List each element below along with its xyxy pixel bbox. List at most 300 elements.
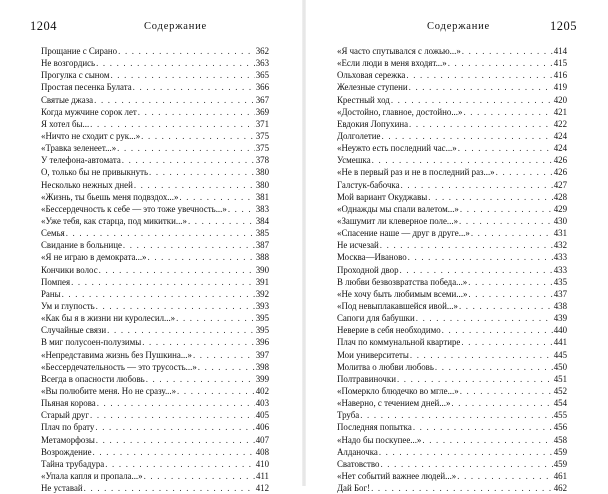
toc-entry-page: 398 bbox=[255, 361, 269, 372]
dot-leader bbox=[99, 264, 255, 276]
toc-entry-page: 412 bbox=[255, 483, 269, 494]
toc-entry-page: 381 bbox=[255, 191, 269, 202]
dot-leader bbox=[428, 191, 552, 203]
toc-entry bbox=[41, 421, 269, 433]
toc-entry bbox=[41, 215, 269, 227]
toc-entry-page: 410 bbox=[255, 458, 269, 469]
dot-leader bbox=[93, 446, 255, 458]
toc-entry-page: 392 bbox=[255, 288, 269, 299]
toc-entry-page: 428 bbox=[553, 191, 567, 202]
toc-entry bbox=[337, 300, 567, 312]
toc-entry-page: 383 bbox=[255, 203, 269, 214]
toc-entry-title: Кончики волос bbox=[41, 264, 98, 275]
toc-entry-title: Мои университеты bbox=[337, 349, 409, 360]
toc-entry bbox=[41, 373, 269, 385]
toc-entry-title: «Как бы я в жизни ни куролесил...» bbox=[41, 313, 176, 324]
toc-entry-title: «Померкло блюдечко во мгле...» bbox=[337, 385, 459, 396]
dot-leader bbox=[96, 300, 255, 312]
toc-entry bbox=[337, 349, 567, 361]
left-running-title: Содержание bbox=[144, 21, 208, 32]
toc-entry-page: 397 bbox=[255, 349, 269, 360]
toc-entry bbox=[41, 397, 269, 409]
toc-entry-page: 430 bbox=[553, 215, 567, 226]
toc-entry-title: «Однажды мы спали валетом...» bbox=[337, 203, 459, 214]
dot-leader bbox=[410, 349, 553, 361]
toc-entry-page: 362 bbox=[255, 46, 269, 56]
toc-entry-title: «Не в первый раз и не в последний раз...» bbox=[337, 167, 495, 178]
dot-leader bbox=[188, 215, 255, 227]
toc-entry bbox=[41, 434, 269, 446]
toc-entry-title: Не исчезай bbox=[337, 240, 379, 251]
toc-entry bbox=[41, 312, 269, 324]
toc-entry-title: «Жизнь, ты бьешь меня подвздох...» bbox=[41, 191, 179, 202]
toc-entry-title: «Под невыплакавшейся ивой...» bbox=[337, 300, 458, 311]
toc-entry bbox=[41, 458, 269, 470]
toc-entry-page: 365 bbox=[255, 70, 269, 81]
toc-entry bbox=[337, 409, 567, 421]
toc-entry-title: Возрождение bbox=[41, 446, 92, 457]
dot-leader bbox=[134, 179, 255, 191]
toc-entry bbox=[337, 166, 567, 178]
dot-leader bbox=[460, 203, 553, 215]
toc-entry-page: 439 bbox=[553, 313, 567, 324]
dot-leader bbox=[198, 361, 255, 373]
toc-entry-title: «Ничто не сходит с рук...» bbox=[41, 130, 141, 141]
dot-leader bbox=[381, 130, 552, 142]
toc-entry bbox=[337, 470, 567, 482]
toc-entry-page: 403 bbox=[255, 398, 269, 409]
dot-leader bbox=[123, 239, 255, 251]
toc-entry-page: 406 bbox=[255, 422, 269, 433]
dot-leader bbox=[471, 227, 553, 239]
toc-entry bbox=[337, 191, 567, 203]
toc-entry bbox=[41, 409, 269, 421]
toc-entry-title: «Спасение наше — друг в друге...» bbox=[337, 228, 470, 239]
dot-leader bbox=[118, 45, 255, 57]
toc-entry-title: «Травка зеленеет...» bbox=[41, 143, 117, 154]
toc-entry-page: 411 bbox=[256, 470, 269, 481]
dot-leader bbox=[95, 421, 254, 433]
toc-entry-title: «Вы полюбите меня. Но не сразу...» bbox=[41, 385, 177, 396]
toc-entry-title: Случайные связи bbox=[41, 325, 107, 336]
toc-entry bbox=[337, 106, 567, 118]
dot-leader bbox=[406, 69, 552, 81]
toc-entry bbox=[337, 361, 567, 373]
toc-entry-page: 405 bbox=[255, 410, 269, 421]
toc-entry-page: 431 bbox=[553, 228, 567, 239]
toc-entry-page: 416 bbox=[553, 70, 567, 81]
toc-entry bbox=[41, 154, 269, 166]
toc-entry-page: 380 bbox=[255, 179, 269, 190]
toc-entry bbox=[337, 458, 567, 470]
toc-entry bbox=[337, 179, 567, 191]
dot-leader bbox=[179, 191, 254, 203]
toc-entry-title: У телефона-автомата bbox=[41, 155, 121, 166]
dot-leader bbox=[141, 130, 255, 142]
toc-entry-page: 462 bbox=[553, 483, 567, 494]
toc-entry-title: «Зашумит ли клеверное поле...» bbox=[337, 215, 459, 226]
dot-leader bbox=[459, 300, 553, 312]
toc-entry bbox=[337, 434, 567, 446]
dot-leader bbox=[133, 81, 255, 93]
toc-entry-page: 419 bbox=[553, 82, 567, 93]
toc-entry-page: 426 bbox=[553, 155, 567, 166]
toc-entry bbox=[41, 324, 269, 336]
toc-entry-page: 424 bbox=[553, 130, 567, 141]
left-toc-list bbox=[41, 45, 269, 494]
dot-leader bbox=[105, 458, 254, 470]
left-page-number: 1204 bbox=[30, 19, 57, 33]
dot-leader bbox=[122, 154, 255, 166]
toc-entry bbox=[337, 446, 567, 458]
dot-leader bbox=[460, 385, 553, 397]
toc-entry-page: 427 bbox=[553, 179, 567, 190]
toc-entry-page: 420 bbox=[553, 94, 567, 105]
toc-entry bbox=[41, 300, 269, 312]
dot-leader bbox=[371, 482, 553, 494]
toc-entry-page: 451 bbox=[553, 373, 567, 384]
toc-entry-page: 459 bbox=[553, 458, 567, 469]
dot-leader bbox=[400, 264, 553, 276]
toc-entry bbox=[337, 288, 567, 300]
toc-entry-page: 384 bbox=[255, 215, 269, 226]
toc-entry-title: Помпея bbox=[41, 276, 71, 287]
toc-entry-title: Семья bbox=[41, 228, 65, 239]
toc-entry-page: 426 bbox=[553, 167, 567, 178]
toc-entry-title: «Не хочу быть любимым всеми...» bbox=[337, 288, 468, 299]
toc-entry-page: 380 bbox=[255, 167, 269, 178]
toc-entry bbox=[337, 203, 567, 215]
dot-leader bbox=[62, 288, 255, 300]
toc-entry-title: Всегда в опасности любовь bbox=[41, 373, 145, 384]
toc-entry-page: 378 bbox=[255, 155, 269, 166]
toc-entry-page: 375 bbox=[255, 130, 269, 141]
toc-entry-page: 459 bbox=[553, 446, 567, 457]
toc-entry bbox=[41, 349, 269, 361]
toc-entry-page: 445 bbox=[553, 349, 567, 360]
toc-entry bbox=[41, 57, 269, 69]
toc-entry-page: 396 bbox=[255, 337, 269, 348]
toc-entry-page: 438 bbox=[553, 300, 567, 311]
dot-leader bbox=[117, 142, 255, 154]
dot-leader bbox=[401, 179, 553, 191]
toc-entry bbox=[337, 81, 567, 93]
toc-entry-title: Плач по коммунальной квартире bbox=[337, 337, 461, 348]
toc-entry-page: 433 bbox=[553, 264, 567, 275]
toc-entry-title: Галстук-бабочка bbox=[337, 179, 400, 190]
toc-entry-page: 422 bbox=[553, 118, 567, 129]
dot-leader bbox=[380, 239, 553, 251]
toc-entry-title: В любви безвозвратства победа...» bbox=[337, 276, 468, 287]
toc-entry-title: Тайна трубадура bbox=[41, 458, 105, 469]
toc-entry-page: 414 bbox=[553, 46, 567, 56]
toc-entry-title: Крестный ход bbox=[337, 94, 390, 105]
toc-entry-title: Долголетие bbox=[337, 130, 381, 141]
toc-entry-title: Сапоги для бабушки bbox=[337, 313, 415, 324]
toc-entry bbox=[337, 336, 567, 348]
right-toc-list bbox=[337, 45, 567, 494]
toc-entry bbox=[337, 227, 567, 239]
toc-entry-title: Последняя попытка bbox=[337, 422, 412, 433]
toc-entry bbox=[41, 336, 269, 348]
toc-entry bbox=[337, 130, 567, 142]
toc-entry-page: 429 bbox=[553, 203, 567, 214]
toc-entry bbox=[41, 288, 269, 300]
toc-entry bbox=[41, 191, 269, 203]
toc-entry-title: Ум и глупость bbox=[41, 300, 95, 311]
toc-entry bbox=[337, 421, 567, 433]
dot-leader bbox=[397, 373, 553, 385]
dot-leader bbox=[107, 324, 255, 336]
toc-entry-title: «Непредставима жизнь без Пушкина...» bbox=[41, 349, 192, 360]
toc-entry-page: 390 bbox=[255, 264, 269, 275]
dot-leader bbox=[97, 397, 255, 409]
toc-entry bbox=[337, 69, 567, 81]
toc-entry-page: 435 bbox=[553, 276, 567, 287]
toc-entry-page: 385 bbox=[255, 228, 269, 239]
toc-entry-page: 452 bbox=[553, 385, 567, 396]
toc-entry bbox=[337, 94, 567, 106]
toc-entry-title: Раны bbox=[41, 288, 61, 299]
toc-entry-page: 421 bbox=[553, 106, 567, 117]
toc-entry-page: 441 bbox=[553, 337, 567, 348]
toc-entry-title: Мой вариант Окуджавы bbox=[337, 191, 428, 202]
toc-entry-title: Железные ступени bbox=[337, 82, 408, 93]
toc-entry bbox=[337, 239, 567, 251]
dot-leader bbox=[409, 81, 553, 93]
toc-entry bbox=[41, 45, 269, 57]
toc-entry-page: 455 bbox=[553, 410, 567, 421]
toc-entry bbox=[41, 385, 269, 397]
dot-leader bbox=[461, 336, 552, 348]
toc-entry-page: 393 bbox=[255, 300, 269, 311]
dot-leader bbox=[148, 251, 255, 263]
dot-leader bbox=[442, 324, 553, 336]
toc-entry-title: Я хотел бы... bbox=[41, 118, 90, 129]
toc-entry bbox=[337, 385, 567, 397]
dot-leader bbox=[457, 470, 552, 482]
toc-entry bbox=[337, 142, 567, 154]
toc-entry-page: 433 bbox=[553, 252, 567, 263]
toc-entry bbox=[41, 227, 269, 239]
toc-entry-title: Полтравиночки bbox=[337, 373, 396, 384]
dot-leader bbox=[451, 397, 552, 409]
toc-entry bbox=[41, 69, 269, 81]
dot-leader bbox=[149, 166, 255, 178]
toc-entry-title: Алданочка bbox=[337, 446, 378, 457]
dot-leader bbox=[228, 203, 255, 215]
toc-entry bbox=[337, 264, 567, 276]
toc-entry-title: Пьяная корова bbox=[41, 398, 96, 409]
toc-entry-title: Святые джаза bbox=[41, 94, 94, 105]
left-page-header bbox=[0, 20, 304, 34]
toc-entry-title: Неверие в себя необходимо bbox=[337, 325, 441, 336]
toc-entry-title: Труба bbox=[337, 410, 360, 421]
toc-entry bbox=[41, 470, 269, 482]
right-page-header bbox=[304, 20, 608, 34]
toc-entry-title: «Наверно, с течением дней...» bbox=[337, 398, 451, 409]
toc-entry-title: «Нет событий важнее людей...» bbox=[337, 470, 457, 481]
toc-entry-title: «Бессердечность к себе — это тоже увечность...» bbox=[41, 203, 227, 214]
toc-entry-page: 437 bbox=[553, 288, 567, 299]
toc-entry-title: Свидание в больнице bbox=[41, 240, 122, 251]
toc-entry-title: В миг полусоен-полузимы bbox=[41, 337, 142, 348]
toc-entry bbox=[41, 239, 269, 251]
dot-leader bbox=[463, 106, 552, 118]
toc-entry-page: 395 bbox=[255, 325, 269, 336]
toc-entry-title: Прогулка с сыном bbox=[41, 70, 110, 81]
toc-entry-title: Не уставай bbox=[41, 483, 83, 494]
toc-entry-title: Усмешка bbox=[337, 155, 371, 166]
dot-leader bbox=[380, 458, 552, 470]
toc-entry-title: О, только бы не привыкнуть bbox=[41, 167, 149, 178]
toc-entry-page: 432 bbox=[553, 240, 567, 251]
toc-entry-title: Метаморфозы bbox=[41, 434, 95, 445]
toc-entry bbox=[41, 251, 269, 263]
toc-entry-page: 408 bbox=[255, 446, 269, 457]
dot-leader bbox=[138, 106, 255, 118]
toc-entry-title: Сватовство bbox=[337, 458, 380, 469]
toc-entry-title: Несколько нежных дней bbox=[41, 179, 133, 190]
toc-entry-page: 399 bbox=[255, 373, 269, 384]
dot-leader bbox=[496, 166, 553, 178]
dot-leader bbox=[391, 94, 553, 106]
toc-entry bbox=[41, 361, 269, 373]
toc-entry-title: «Я не играю в демократа...» bbox=[41, 252, 147, 263]
toc-entry bbox=[41, 130, 269, 142]
toc-entry-page: 395 bbox=[255, 313, 269, 324]
toc-entry bbox=[41, 142, 269, 154]
toc-entry bbox=[337, 482, 567, 494]
toc-entry-title: Прощание с Сирано bbox=[41, 46, 118, 56]
toc-entry bbox=[41, 166, 269, 178]
toc-entry-page: 454 bbox=[553, 398, 567, 409]
dot-leader bbox=[193, 349, 255, 361]
dot-leader bbox=[84, 482, 255, 494]
right-page-number: 1205 bbox=[550, 19, 577, 33]
toc-entry bbox=[337, 57, 567, 69]
toc-entry-title: Простая песенка Булата bbox=[41, 82, 132, 93]
toc-entry bbox=[41, 276, 269, 288]
dot-leader bbox=[144, 470, 255, 482]
toc-entry-page: 440 bbox=[553, 325, 567, 336]
toc-entry-page: 461 bbox=[553, 470, 567, 481]
dot-leader bbox=[459, 215, 553, 227]
toc-entry-title: Ольховая сережка bbox=[337, 70, 406, 81]
dot-leader bbox=[372, 154, 553, 166]
dot-leader bbox=[435, 361, 553, 373]
dot-leader bbox=[96, 57, 255, 69]
dot-leader bbox=[422, 434, 552, 446]
toc-entry bbox=[41, 264, 269, 276]
dot-leader bbox=[176, 312, 255, 324]
toc-entry bbox=[337, 45, 567, 57]
toc-entry-title: «Упала капля и пропала...» bbox=[41, 470, 143, 481]
toc-entry-page: 458 bbox=[553, 434, 567, 445]
toc-entry bbox=[337, 373, 567, 385]
toc-entry-page: 415 bbox=[553, 58, 567, 69]
dot-leader bbox=[413, 421, 553, 433]
toc-entry-title: «Если люди в меня входят...» bbox=[337, 58, 447, 69]
dot-leader bbox=[146, 373, 255, 385]
toc-entry-title: Москва—Иваново bbox=[337, 252, 407, 263]
toc-entry-title: Молитва о любви любовь bbox=[337, 361, 434, 372]
toc-entry-title: Когда мужчине сорок лет bbox=[41, 106, 137, 117]
toc-entry bbox=[41, 94, 269, 106]
toc-entry bbox=[337, 118, 567, 130]
toc-entry bbox=[337, 154, 567, 166]
toc-entry-page: 371 bbox=[255, 118, 269, 129]
toc-entry-title: «Неужто есть последний час...» bbox=[337, 143, 457, 154]
toc-entry-title: Плач по брату bbox=[41, 422, 95, 433]
toc-entry-page: 456 bbox=[553, 422, 567, 433]
dot-leader bbox=[448, 57, 553, 69]
toc-entry-title: «Бессердечательность — это трусость...» bbox=[41, 361, 197, 372]
toc-entry-page: 424 bbox=[553, 143, 567, 154]
toc-entry-title: «Я часто спутывался с ложью...» bbox=[337, 46, 461, 56]
toc-entry-page: 402 bbox=[255, 385, 269, 396]
toc-entry-title: Дай Бог! bbox=[337, 483, 371, 494]
toc-entry bbox=[337, 251, 567, 263]
toc-entry-page: 366 bbox=[255, 82, 269, 93]
toc-entry-title: «Надо бы поскупее...» bbox=[337, 434, 422, 445]
dot-leader bbox=[468, 288, 552, 300]
toc-entry bbox=[41, 179, 269, 191]
toc-entry bbox=[41, 482, 269, 494]
toc-entry-page: 387 bbox=[255, 240, 269, 251]
toc-entry-title: «Достойно, главное, достойно...» bbox=[337, 106, 463, 117]
toc-entry-page: 367 bbox=[255, 94, 269, 105]
toc-entry-page: 391 bbox=[255, 276, 269, 287]
toc-entry bbox=[41, 118, 269, 130]
toc-entry-title: Евдокия Лопухина bbox=[337, 118, 409, 129]
dot-leader bbox=[458, 142, 553, 154]
dot-leader bbox=[468, 276, 552, 288]
dot-leader bbox=[379, 446, 553, 458]
dot-leader bbox=[142, 336, 254, 348]
toc-entry bbox=[41, 446, 269, 458]
dot-leader bbox=[71, 276, 255, 288]
dot-leader bbox=[408, 251, 553, 263]
dot-leader bbox=[90, 118, 255, 130]
toc-entry-page: 375 bbox=[255, 143, 269, 154]
dot-leader bbox=[409, 118, 553, 130]
toc-entry-page: 450 bbox=[553, 361, 567, 372]
toc-entry-page: 369 bbox=[255, 106, 269, 117]
dot-leader bbox=[110, 69, 254, 81]
toc-entry bbox=[41, 106, 269, 118]
dot-leader bbox=[177, 385, 255, 397]
dot-leader bbox=[90, 409, 255, 421]
right-running-title: Содержание bbox=[427, 21, 491, 32]
dot-leader bbox=[66, 227, 255, 239]
dot-leader bbox=[94, 94, 255, 106]
dot-leader bbox=[416, 312, 553, 324]
toc-entry-title: Проходной двор bbox=[337, 264, 399, 275]
toc-entry-title: «Уже тебя, как старца, под микитки...» bbox=[41, 215, 187, 226]
dot-leader bbox=[96, 434, 255, 446]
toc-entry-page: 407 bbox=[255, 434, 269, 445]
toc-entry bbox=[337, 215, 567, 227]
toc-entry bbox=[41, 203, 269, 215]
toc-entry-page: 363 bbox=[255, 58, 269, 69]
toc-entry bbox=[337, 312, 567, 324]
toc-entry bbox=[337, 276, 567, 288]
dot-leader bbox=[462, 45, 553, 57]
toc-entry-title: Старый друг bbox=[41, 410, 90, 421]
toc-entry-title: Не возгордись bbox=[41, 58, 96, 69]
toc-entry-page: 388 bbox=[255, 252, 269, 263]
